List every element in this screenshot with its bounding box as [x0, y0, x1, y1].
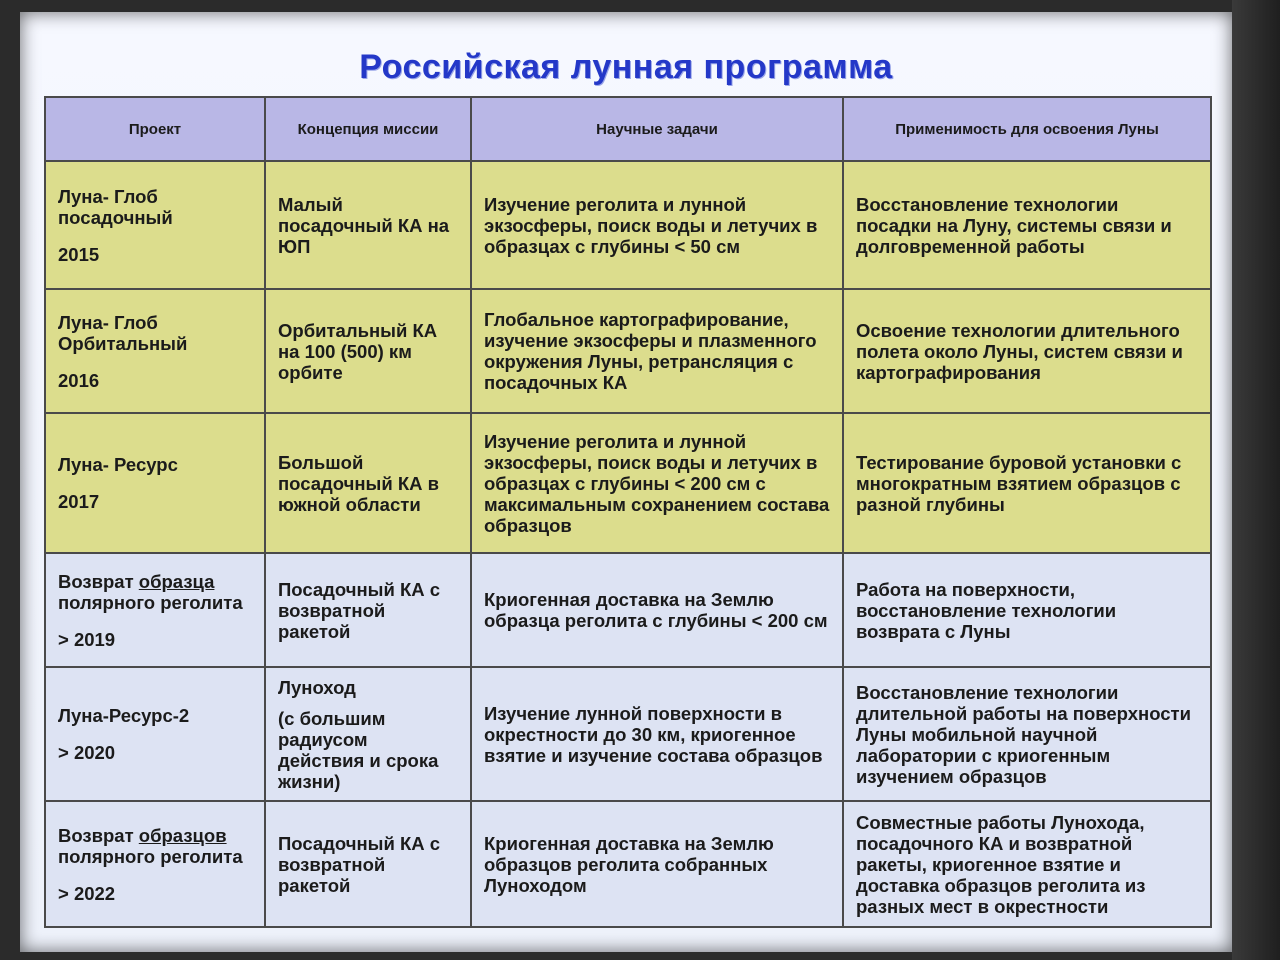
project-cell — [45, 667, 265, 801]
applicability-cell: Освоение технологии длительного полета около Луны, систем связи и картографирования — [843, 289, 1211, 413]
header-science: Научные задачи — [471, 97, 843, 161]
header-project: Проект — [45, 97, 265, 161]
table-row — [45, 161, 1211, 289]
applicability-cell: Работа на поверхности, восстановление технологии возврата с Луны — [843, 553, 1211, 667]
project-name: Луна- Глоб Орбитальный — [58, 311, 188, 354]
project-name — [58, 825, 252, 867]
applicability-cell: Тестирование буровой установки с многократным взятием образцов с разной глубины — [843, 413, 1211, 553]
project-name — [58, 571, 252, 613]
concept-cell: Большой посадочный КА в южной области — [265, 413, 471, 553]
slide-title: Российская лунная программа — [359, 48, 893, 86]
applicability-cell: Восстановление технологии длительной работы на поверхности Луны мобильной научной лаборатории с криогенным изучением образцов — [843, 667, 1211, 801]
project-cell — [45, 161, 265, 289]
project-name-underlined: образцов — [138, 824, 227, 846]
project-name: Луна- Ресурс — [58, 454, 178, 475]
table-row — [45, 667, 1211, 801]
lunar-program-table — [44, 96, 1212, 928]
project-year: > 2019 — [58, 628, 116, 650]
project-year: > 2022 — [58, 882, 116, 904]
project-name-suffix: полярного реголита — [58, 591, 243, 613]
concept-sub: (с большим радиусом действия и срока жизни) — [278, 707, 439, 792]
project-name: Луна- Глоб посадочный — [58, 185, 173, 228]
table-row — [45, 289, 1211, 413]
concept-cell — [265, 667, 471, 801]
science-cell: Изучение лунной поверхности в окрестности до 30 км, криогенное взятие и изучение состава образцов — [471, 667, 843, 801]
concept-cell: Посадочный КА с возвратной ракетой — [265, 553, 471, 667]
project-year: 2015 — [58, 243, 100, 265]
science-cell: Криогенная доставка на Землю образцов реголита собранных Луноходом — [471, 801, 843, 927]
table-row — [45, 801, 1211, 927]
project-name-suffix: полярного реголита — [58, 845, 243, 867]
project-name: Луна-Ресурс-2 — [58, 705, 190, 726]
table-header-row — [45, 97, 1211, 161]
science-cell: Криогенная доставка на Землю образца реголита с глубины < 200 см — [471, 553, 843, 667]
project-name-prefix: Возврат — [58, 824, 134, 846]
project-name-prefix: Возврат — [58, 570, 134, 592]
project-cell — [45, 289, 265, 413]
concept-cell: Малый посадочный КА на ЮП — [265, 161, 471, 289]
header-concept: Концепция миссии — [265, 97, 471, 161]
project-year: 2016 — [58, 369, 100, 391]
science-cell: Изучение реголита и лунной экзосферы, поиск воды и летучих в образцах с глубины < 50 см — [471, 161, 843, 289]
concept-cell: Орбитальный КА на 100 (500) км орбите — [265, 289, 471, 413]
applicability-cell: Восстановление технологии посадки на Луну, системы связи и долговременной работы — [843, 161, 1211, 289]
concept-main: Луноход — [278, 676, 356, 698]
applicability-cell: Совместные работы Лунохода, посадочного КА и возвратной ракеты, криогенное взятие и доставка образцов реголита из разных мест в окрестности — [843, 801, 1211, 927]
table-row — [45, 553, 1211, 667]
project-name-underlined: образца — [138, 570, 215, 592]
concept-cell: Посадочный КА с возвратной ракетой — [265, 801, 471, 927]
project-cell — [45, 801, 265, 927]
table-row — [45, 413, 1211, 553]
science-cell: Изучение реголита и лунной экзосферы, поиск воды и летучих в образцах с глубины < 200 см с максимальным сохранением состава образцов — [471, 413, 843, 553]
project-year: 2017 — [58, 491, 100, 512]
slide-screen — [20, 12, 1232, 952]
project-year: > 2020 — [58, 742, 116, 763]
monitor-bezel — [1232, 0, 1280, 960]
science-cell: Глобальное картографирование, изучение экзосферы и плазменного окружения Луны, ретрансляция с посадочных КА — [471, 289, 843, 413]
header-applicability: Применимость для освоения Луны — [843, 97, 1211, 161]
project-cell — [45, 553, 265, 667]
project-cell — [45, 413, 265, 553]
